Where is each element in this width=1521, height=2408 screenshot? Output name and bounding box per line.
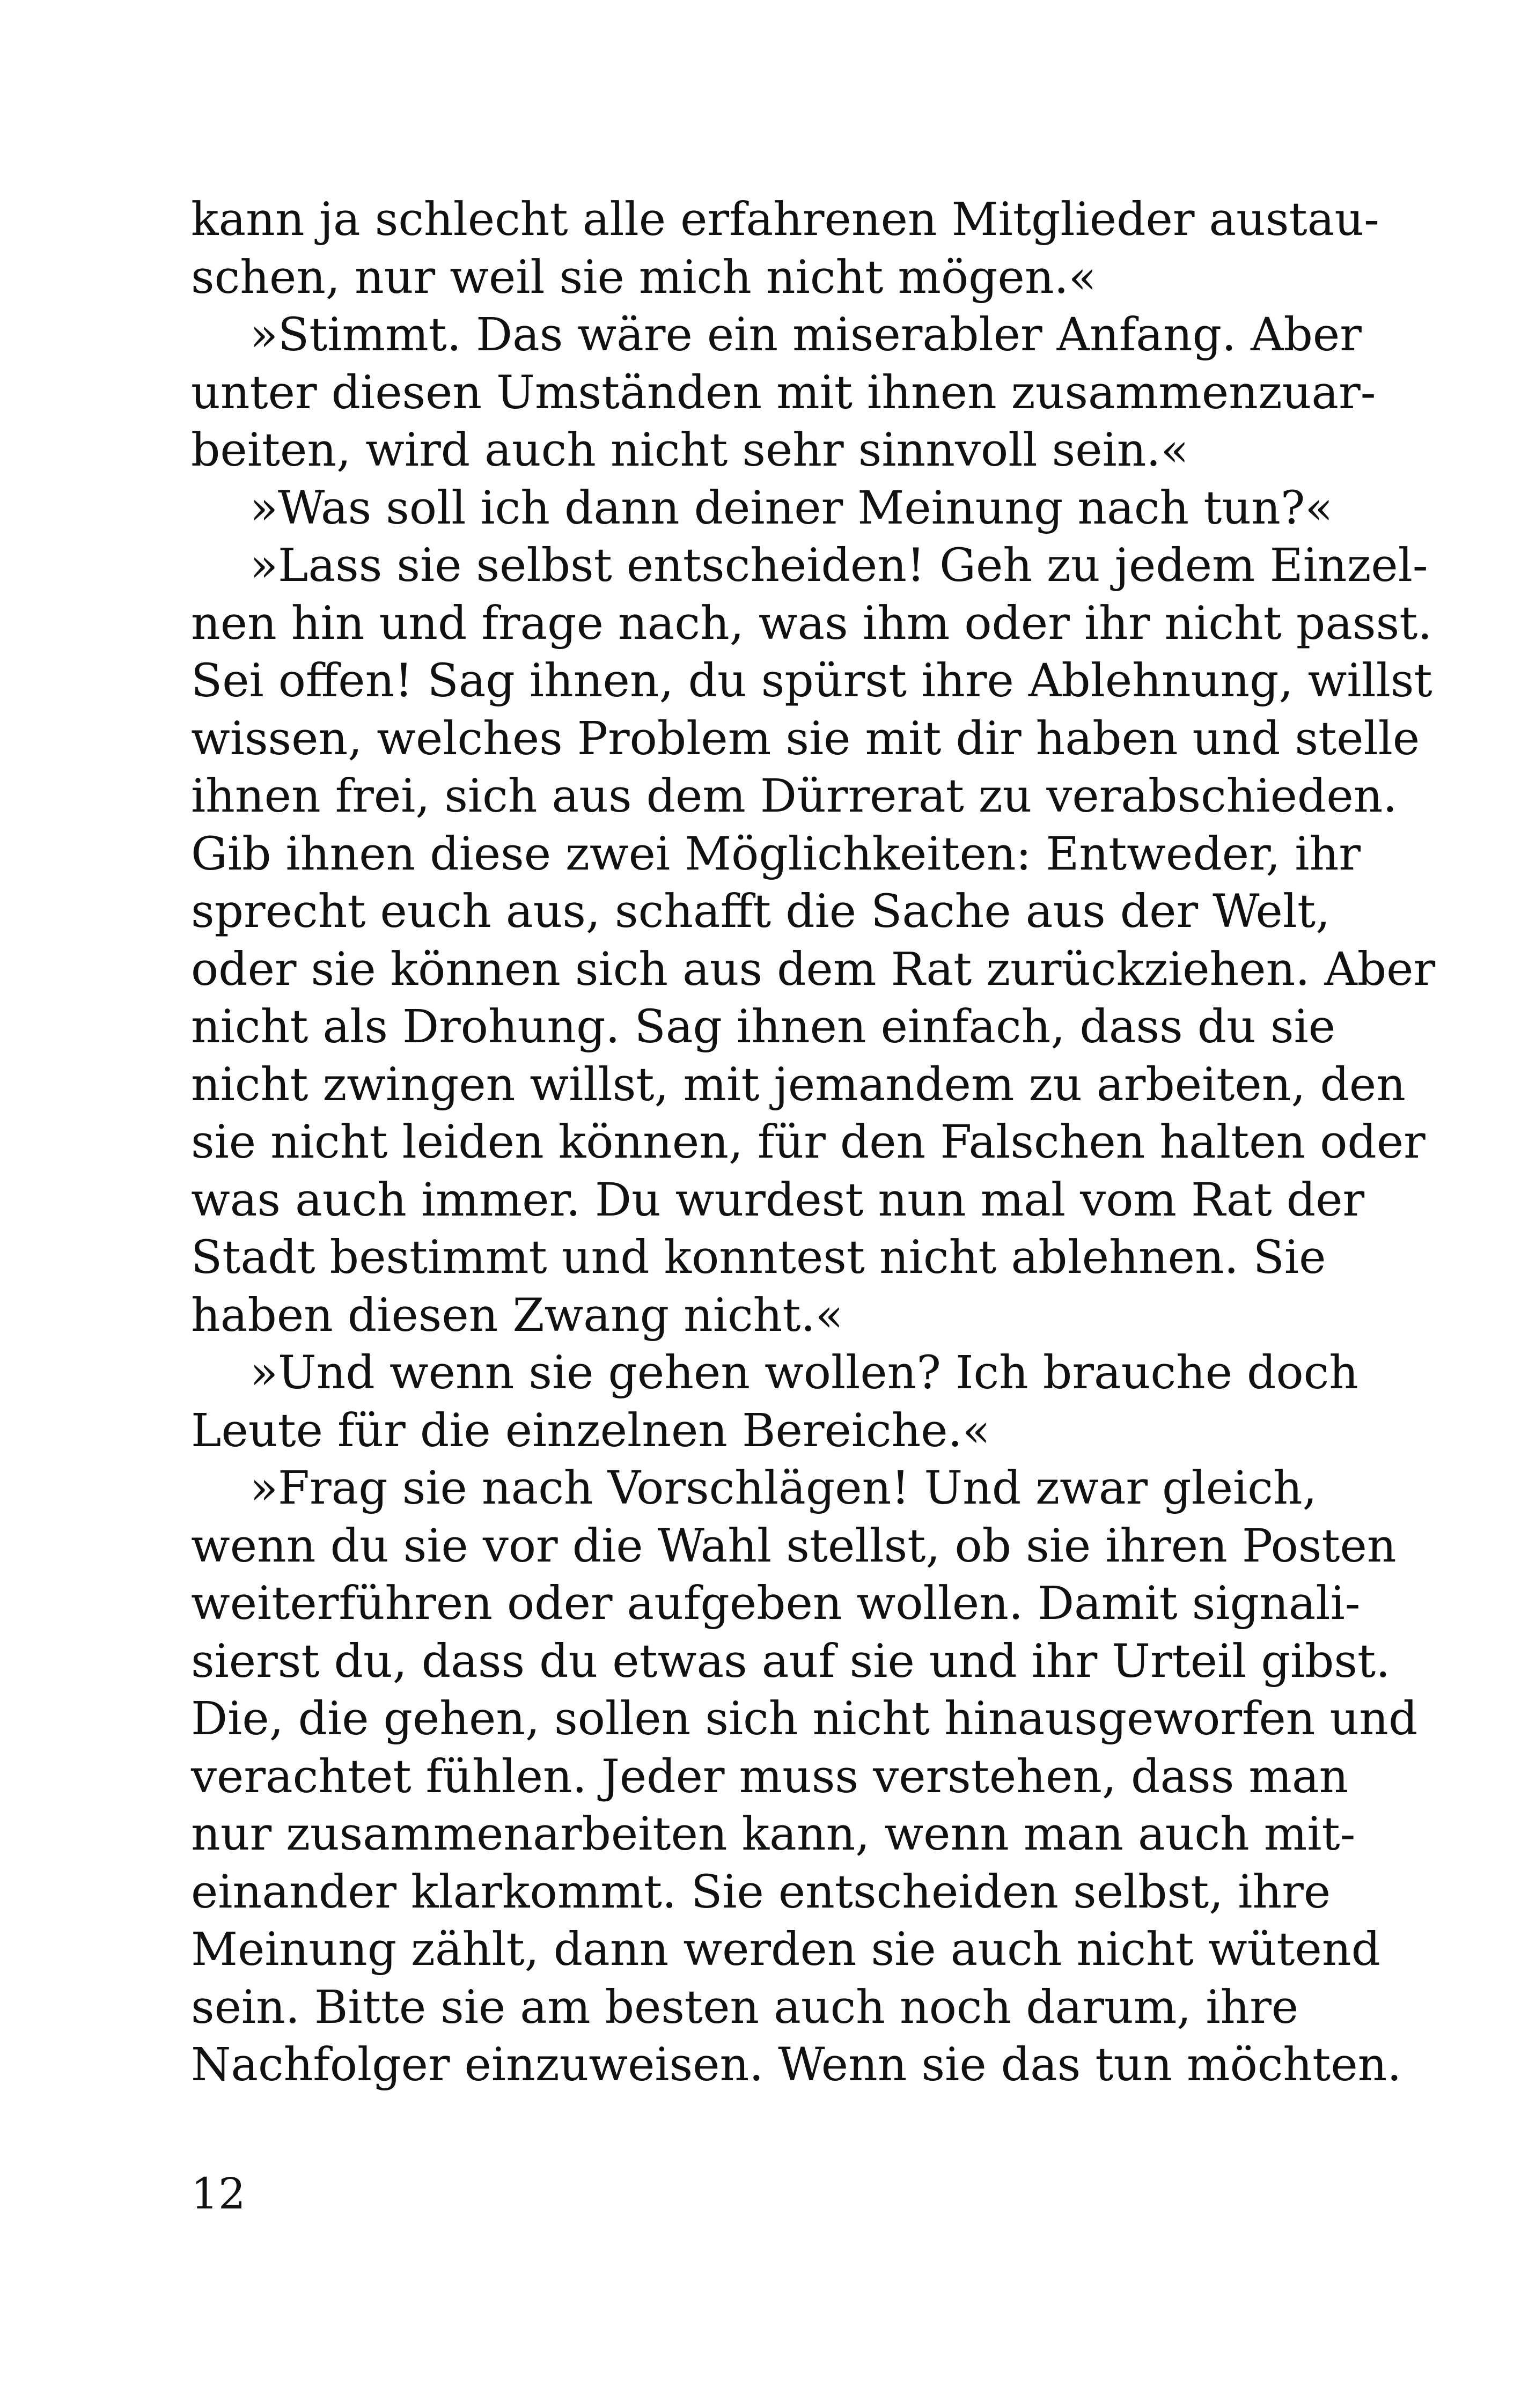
text-line: nur zusammenarbeiten kann, wenn man auch mit- [191, 1808, 1356, 1861]
text-line: Sei offen! Sag ihnen, du spürst ihre Ablehnung, willst [191, 654, 1432, 708]
text-line: »Frag sie nach Vorschlägen! Und zwar gleich, [250, 1462, 1317, 1515]
page-number: 12 [191, 2169, 246, 2219]
text-line: oder sie können sich aus dem Rat zurückziehen. Aber [191, 942, 1436, 996]
text-line: weiterführen oder aufgeben wollen. Damit signali- [191, 1577, 1361, 1630]
text-line: haben diesen Zwang nicht.« [191, 1288, 843, 1342]
text-line: »Lass sie selbst entscheiden! Geh zu jedem Einzel- [250, 539, 1428, 592]
text-line: Meinung zählt, dann werden sie auch nicht wütend [191, 1923, 1381, 1976]
text-line: sierst du, dass du etwas auf sie und ihr Urteil gibst. [191, 1634, 1391, 1688]
text-line: sein. Bitte sie am besten auch noch darum, ihre [191, 1980, 1299, 2034]
text-line: nicht als Drohung. Sag ihnen einfach, dass du sie [191, 1000, 1336, 1054]
text-line: nicht zwingen willst, mit jemandem zu arbeiten, den [191, 1058, 1406, 1111]
text-line: wenn du sie vor die Wahl stellst, ob sie ihren Posten [191, 1519, 1397, 1573]
text-line: »Und wenn sie gehen wollen? Ich brauche doch [250, 1346, 1358, 1400]
text-line: verachtet fühlen. Jeder muss verstehen, dass man [191, 1750, 1349, 1803]
text-line: sprecht euch aus, schafft die Sache aus der Welt, [191, 885, 1331, 938]
text-line: ihnen frei, sich aus dem Dürrerat zu verabschieden. [191, 770, 1398, 823]
text-line: Leute für die einzelnen Bereiche.« [191, 1404, 990, 1457]
text-line: Gib ihnen diese zwei Möglichkeiten: Entweder, ihr [191, 827, 1361, 881]
text-line: Nachfolger einzuweisen. Wenn sie das tun möchten. [191, 2038, 1402, 2092]
text-line: wissen, welches Problem sie mit dir haben und stelle [191, 712, 1420, 765]
text-line: unter diesen Umständen mit ihnen zusammenzuar- [191, 366, 1376, 419]
text-line: sie nicht leiden können, für den Falschen halten oder [191, 1116, 1426, 1169]
text-line: Die, die gehen, sollen sich nicht hinausgeworfen und [191, 1692, 1418, 1746]
text-line: Stadt bestimmt und konntest nicht ablehnen. Sie [191, 1231, 1326, 1284]
text-line: »Stimmt. Das wäre ein miserabler Anfang. Aber [250, 308, 1362, 362]
text-line: nen hin und frage nach, was ihm oder ihr nicht passt. [191, 597, 1432, 650]
text-line: schen, nur weil sie mich nicht mögen.« [191, 251, 1097, 304]
text-line: einander klarkommt. Sie entscheiden selbst, ihre [191, 1865, 1331, 1919]
text-line: was auch immer. Du wurdest nun mal vom Rat der [191, 1173, 1365, 1227]
body-text [191, 191, 1436, 2094]
text-line: »Was soll ich dann deiner Meinung nach tun?« [250, 481, 1333, 535]
text-line: kann ja schlecht alle erfahrenen Mitglieder austau- [191, 193, 1379, 246]
text-line: beiten, wird auch nicht sehr sinnvoll sein.« [191, 424, 1189, 477]
